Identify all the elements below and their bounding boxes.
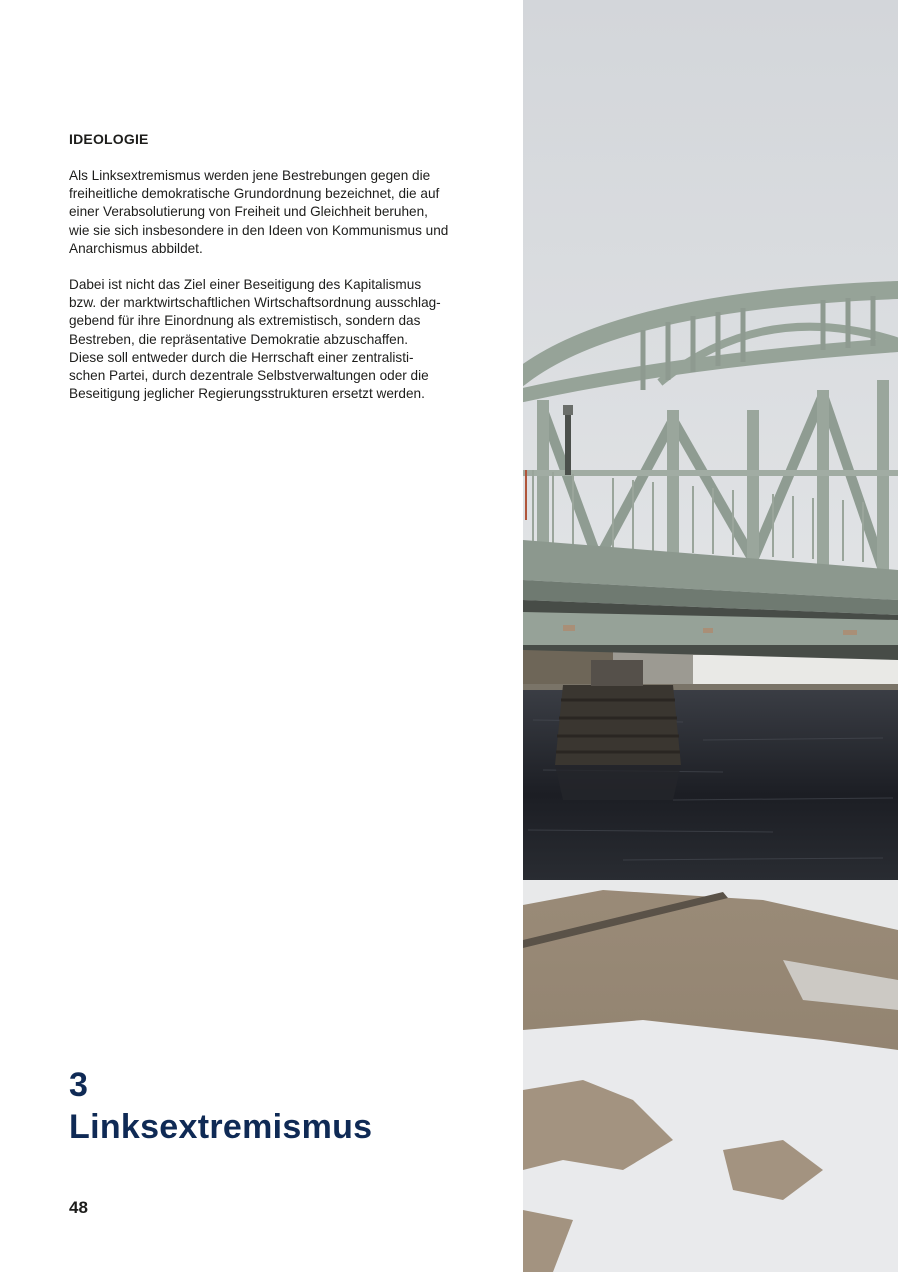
text-line: Bestreben, die repräsentative Demokratie abzuschaffen.: [69, 331, 409, 347]
text-line: bzw. der marktwirtschaftlichen Wirtschaftsordnung ausschlag-: [69, 295, 441, 311]
text-line: freiheitliche demokratische Grundordnung bezeichnet, die auf: [69, 186, 440, 202]
text-line: Beseitigung jeglicher Regierungsstrukturen ersetzt werden.: [69, 386, 425, 402]
section-heading: IDEOLOGIE: [69, 131, 149, 147]
paragraph-ideology-definition: [69, 167, 449, 258]
bridge-photo: [523, 0, 898, 1272]
text-line: Anarchismus abbildet.: [69, 240, 203, 256]
text-line: wie sie sich insbesondere in den Ideen von Kommunismus und: [69, 222, 449, 238]
text-line: Dabei ist nicht das Ziel einer Beseitigung des Kapitalismus: [69, 277, 422, 292]
text-line: Als Linksextremismus werden jene Bestrebungen gegen die: [69, 168, 431, 183]
chapter-number: 3: [69, 1066, 88, 1104]
page-number: 48: [69, 1198, 88, 1217]
text-line: einer Verabsolutierung von Freiheit und Gleichheit beruhen,: [69, 204, 428, 220]
text-line: schen Partei, durch dezentrale Selbstverwaltungen oder die: [69, 368, 429, 384]
paragraph-ideology-goal: [69, 276, 449, 403]
text-line: gebend für ihre Einordnung als extremistisch, sondern das: [69, 313, 421, 329]
text-line: Diese soll entweder durch die Herrschaft einer zentralisti-: [69, 349, 414, 365]
chapter-title: Linksextremismus: [69, 1108, 373, 1146]
